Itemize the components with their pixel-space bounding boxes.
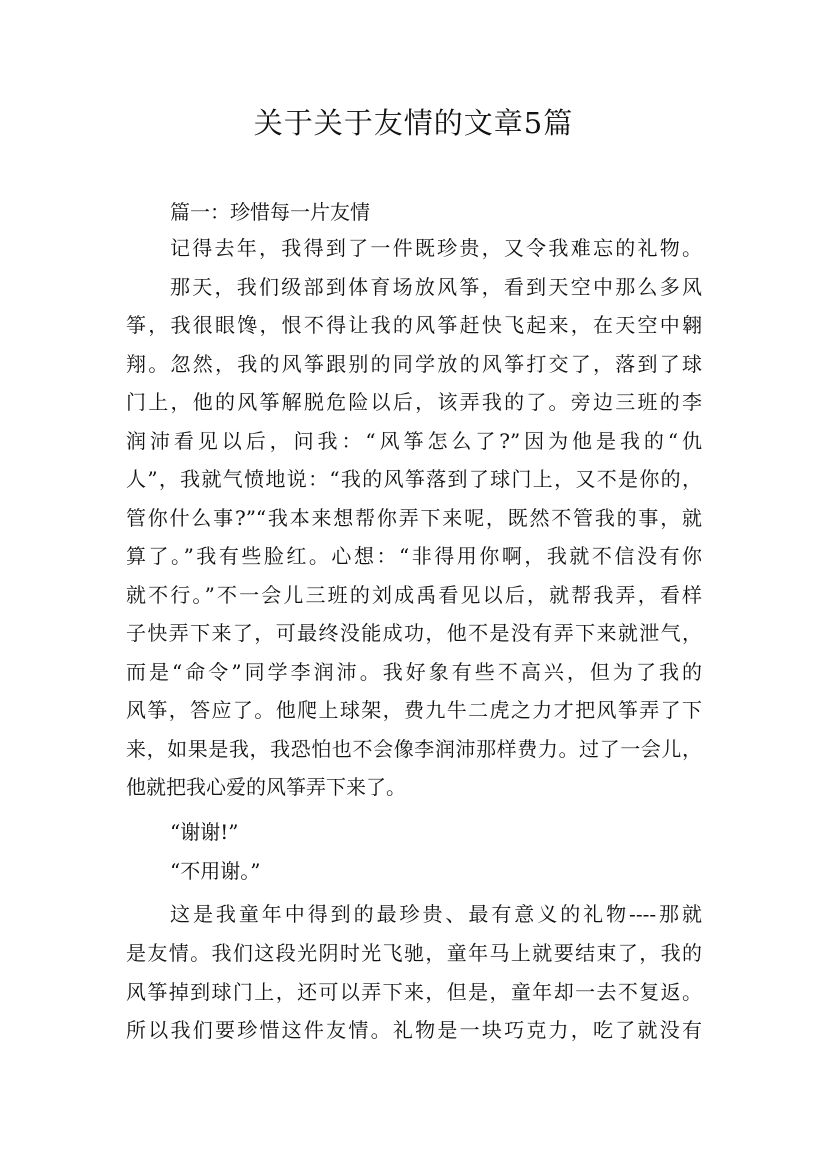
paragraph-line: 筝，我很眼馋，恨不得让我的风筝赶快飞起来，在天空中翱 — [126, 313, 702, 337]
paragraph-line: 这是我童年中得到的最珍贵、最有意义的礼物----那就 — [170, 902, 702, 926]
paragraph-line: 来，如果是我，我恐怕也不会像李润沛那样费力。过了一会儿， — [126, 737, 702, 761]
paragraph-line: 他就把我心爱的风筝弄下来了。 — [126, 775, 406, 799]
paragraph-line: 门上，他的风筝解脱危险以后，该弄我的了。旁边三班的李 — [126, 390, 702, 414]
paragraph-line: 算了。”我有些脸红。心想：“非得用你啊，我就不信没有你 — [126, 544, 702, 568]
paragraph-line: 所以我们要珍惜这件友情。礼物是一块巧克力，吃了就没有 — [126, 1018, 702, 1042]
paragraph-line: 风筝，答应了。他爬上球架，费九牛二虎之力才把风筝弄了下 — [126, 698, 702, 722]
paragraph-line: 润沛看见以后，问我：“风筝怎么了?”因为他是我的“仇 — [126, 429, 702, 453]
section-heading: 篇一：珍惜每一片友情 — [170, 200, 370, 224]
paragraph-line: 翔。忽然，我的风筝跟别的同学放的风筝打交了，落到了球 — [126, 352, 702, 376]
paragraph-line: 是友情。我们这段光阴时光飞驰，童年马上就要结束了，我的 — [126, 941, 702, 965]
paragraph-line: 记得去年，我得到了一件既珍贵，又令我难忘的礼物。 — [170, 236, 702, 260]
paragraph-line: 风筝掉到球门上，还可以弄下来，但是，童年却一去不复返。 — [126, 980, 702, 1004]
paragraph-line: 那天，我们级部到体育场放风筝，看到天空中那么多风 — [170, 275, 702, 299]
dialogue-line: “不用谢。” — [170, 859, 261, 883]
paragraph-line: 管你什么事?”“我本来想帮你弄下来呢，既然不管我的事，就 — [126, 506, 702, 530]
dialogue-line: “谢谢!” — [170, 820, 239, 844]
document-title: 关于关于友情的文章5篇 — [253, 106, 574, 140]
paragraph-line: 人”，我就气愤地说：“我的风筝落到了球门上，又不是你的， — [126, 467, 702, 491]
paragraph-line: 而是“命令”同学李润沛。我好象有些不高兴，但为了我的 — [126, 660, 702, 684]
paragraph-line: 子快弄下来了，可最终没能成功，他不是没有弄下来就泄气， — [126, 621, 702, 645]
paragraph-line: 就不行。”不一会儿三班的刘成禹看见以后，就帮我弄，看样 — [126, 583, 702, 607]
